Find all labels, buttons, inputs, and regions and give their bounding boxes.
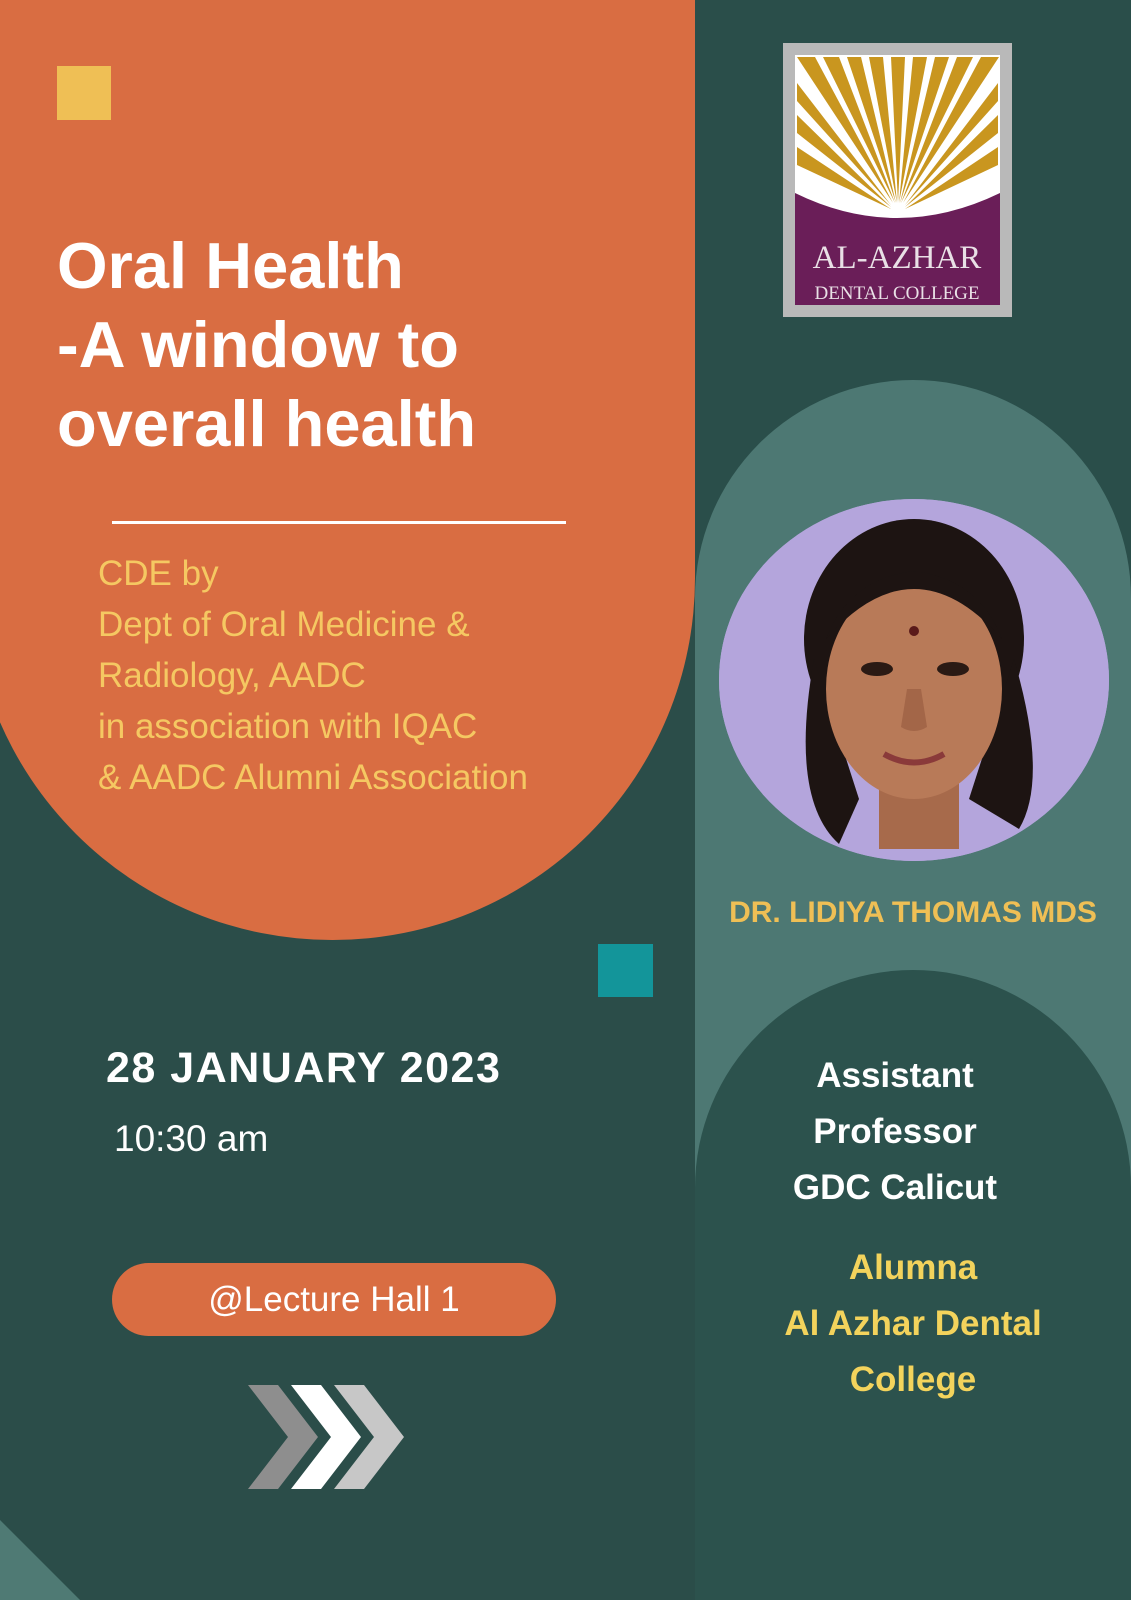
chevrons-icon (248, 1385, 408, 1489)
speaker-role (745, 1048, 1045, 1216)
organizer-line: & AADC Alumni Association (98, 758, 528, 797)
organizer-line: Radiology, AADC (98, 656, 366, 695)
title-line: Oral Health (57, 229, 404, 302)
organizer-line: CDE by (98, 554, 219, 593)
title-line: overall health (57, 387, 477, 460)
title-line: -A window to (57, 308, 459, 381)
decorative-corner (0, 1520, 80, 1600)
event-title (57, 226, 617, 463)
organizer-line: in association with IQAC (98, 707, 478, 746)
logo-subtitle: DENTAL COLLEGE (814, 283, 980, 304)
decorative-square-yellow (57, 66, 111, 120)
venue-badge (112, 1263, 556, 1336)
role-line: Professor (813, 1112, 977, 1151)
alumna-line: Alumna (848, 1248, 978, 1287)
decorative-square-teal (598, 944, 653, 997)
logo-name: AL-AZHAR (812, 240, 982, 276)
alumna-line: Al Azhar Dental (784, 1304, 1042, 1343)
organizer-line: Dept of Oral Medicine & (98, 605, 470, 644)
speaker-name: DR. LIDIYA THOMAS MDS (729, 896, 1097, 929)
event-time: 10:30 am (114, 1118, 269, 1159)
venue-label: @Lecture Hall 1 (208, 1279, 460, 1319)
event-date: 28 JANUARY 2023 (106, 1044, 502, 1092)
alumna-line: College (849, 1360, 977, 1399)
speaker-alumna (745, 1240, 1081, 1408)
role-line: Assistant (816, 1056, 974, 1095)
speaker-photo (719, 499, 1109, 861)
college-logo (783, 43, 1012, 317)
role-line: GDC Calicut (792, 1168, 998, 1207)
title-divider (112, 521, 566, 524)
organizer-text (98, 548, 658, 803)
